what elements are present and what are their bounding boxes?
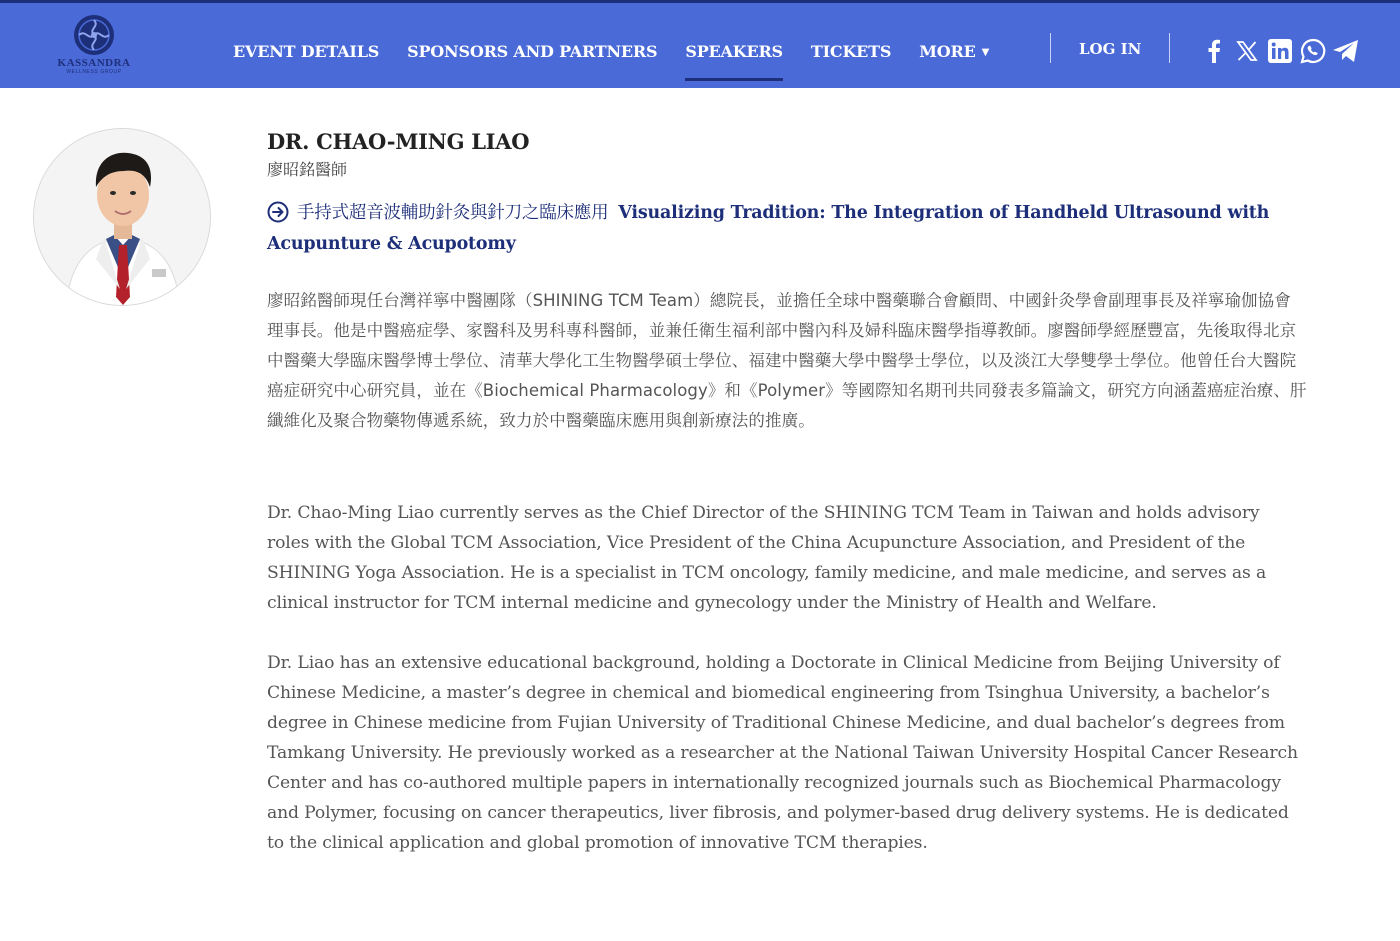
nav-divider: [1169, 33, 1170, 63]
telegram-icon[interactable]: [1332, 37, 1360, 65]
bio-english-paragraph-2: Dr. Liao has an extensive educational background, holding a Doctorate in Clinical Medicine from Beijing University of Chinese Medicine, a master’s degree in chemical and biomedical engineering from Tsinghua University, a bachelor’s degree in Chinese medicine from Fujian University of Traditional Chinese Medicine, and dual bachelor’s degrees from Tamkang University. He previously worked as a researcher at the National Taiwan University Hospital Cancer Research Center and has co-authored multiple papers in internationally recognized journals such as Biochemical Pharmacology and Polymer, focusing on cancer therapeutics, liver fibrosis, and polymer-based drug delivery systems. He is dedicated to the clinical application and global promotion of innovative TCM therapies.: [267, 653, 1298, 853]
nav-event-details[interactable]: EVENT DETAILS: [233, 41, 380, 61]
whatsapp-icon[interactable]: [1299, 37, 1327, 65]
nav-divider: [1050, 33, 1051, 63]
arrow-circle-right-icon: [267, 201, 289, 223]
nav-tickets[interactable]: TICKETS: [810, 41, 892, 61]
logo-subtext: WELLNESS GROUP: [66, 69, 122, 75]
talk-title-english: Visualizing Tradition: The Integration of Handheld Ultrasound with Acupunture & Acupotomy: [267, 203, 1270, 254]
facebook-icon[interactable]: [1200, 37, 1228, 65]
bio-english-paragraph-1: Dr. Chao-Ming Liao currently serves as the Chief Director of the SHINING TCM Team in Taiwan and holds advisory roles with the Global TCM Association, Vice President of the China Acupuncture Association, and President of the SHINING Yoga Association. He is a specialist in TCM oncology, family medicine, and male medicine, and serves as a clinical instructor for TCM internal medicine and gynecology under the Ministry of Health and Welfare.: [267, 503, 1267, 613]
chevron-down-icon: ▼: [981, 46, 990, 58]
speaker-portrait-icon: [34, 129, 211, 306]
speaker-details: [267, 128, 1307, 858]
nav-more-dropdown[interactable]: [919, 42, 989, 61]
linkedin-icon[interactable]: [1266, 37, 1294, 65]
social-links: [1200, 37, 1365, 65]
top-navbar: [0, 0, 1400, 88]
nav-speakers[interactable]: SPEAKERS: [685, 41, 783, 61]
login-link[interactable]: LOG IN: [1079, 40, 1142, 58]
nav-more-label: MORE: [919, 41, 976, 61]
logo-emblem-icon: [72, 13, 116, 57]
main-nav: [233, 40, 1017, 62]
talk-title-link[interactable]: [267, 198, 1307, 260]
talk-title-chinese: 手持式超音波輔助針灸與針刀之臨床應用: [297, 203, 609, 223]
kassandra-logo[interactable]: [56, 13, 132, 81]
bio-chinese: 廖昭銘醫師現任台灣祥寧中醫團隊（SHINING TCM Team）總院長，並擔任全球中醫藥聯合會顧問、中國針灸學會副理事長及祥寧瑜伽協會理事長。他是中醫癌症學、家醫科及男科專科醫師，並兼任衛生福利部中醫內科及婦科臨床醫學指導教師。廖醫師學經歷豐富，先後取得北京中醫藥大學臨床醫學博士學位、清華大學化工生物醫學碩士學位、福建中醫藥大學中醫學士學位，以及淡江大學雙學士學位。他曾任台大醫院癌症研究中心研究員，並在《Biochemical Pharmacology》和《Polymer》等國際知名期刊共同發表多篇論文，研究方向涵蓋癌症治療、肝纖維化及聚合物藥物傳遞系統，致力於中醫藥臨床應用與創新療法的推廣。: [267, 291, 1307, 430]
speaker-name: DR. CHAO-MING LIAO: [267, 129, 530, 154]
x-icon[interactable]: [1233, 37, 1261, 65]
logo-text: KASSANDRA: [57, 57, 131, 69]
speaker-name-chinese: 廖昭銘醫師: [267, 160, 348, 179]
speaker-photo: [33, 128, 211, 306]
nav-sponsors-and-partners[interactable]: SPONSORS AND PARTNERS: [407, 41, 658, 61]
